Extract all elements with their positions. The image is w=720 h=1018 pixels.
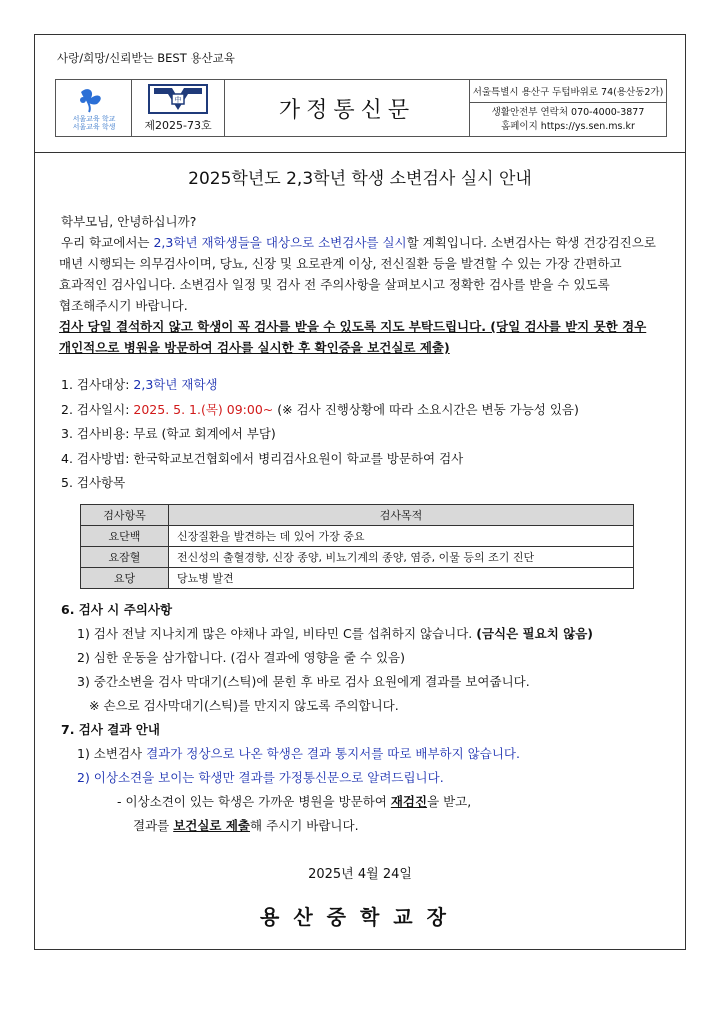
table-header-row (81, 505, 634, 526)
exam-items-label: 5. 검사항목 (61, 475, 126, 490)
intro-text: 할 계획입니다. 소변검사는 학생 건강검진으로 (406, 235, 656, 250)
result-item-3 (61, 790, 681, 814)
table-cell-item: 요단백 (81, 526, 169, 547)
date-note: (※ 검사 진행상황에 따라 소요시간은 변동 가능성 있음) (273, 401, 579, 417)
issue-number: 제2025-73호 (144, 118, 212, 132)
slogan: 사랑/희망/신뢰받는 BEST 용산교육 (57, 51, 235, 65)
principal-signature: 용산중학교장 (260, 905, 460, 929)
table-header: 검사항목 (81, 505, 169, 526)
letterhead (55, 79, 667, 137)
caution-note: ※ 손으로 검사막대기(스틱)를 만지지 않도록 주의합니다. (89, 698, 399, 713)
result-text: 해 주시기 바랍니다. (250, 818, 359, 833)
exam-cost: 3. 검사비용: 무료 (학교 회계에서 부담) (61, 426, 276, 441)
intro-text: 우리 학교에서는 (61, 235, 154, 250)
result-text: 결과를 (133, 818, 174, 833)
result-highlight: 결과가 정상으로 나온 학생은 결과 통지서를 따로 배부하지 않습니다. (146, 746, 520, 761)
exam-date (61, 398, 671, 423)
result-text: 을 받고, (427, 794, 472, 809)
table-row (81, 568, 634, 589)
target-label: 1. 검사대상: (61, 377, 134, 392)
divider (35, 152, 685, 153)
table-row (81, 547, 634, 568)
result-item-1 (61, 742, 681, 766)
table-row (81, 526, 634, 547)
document-title: 2025학년도 2,3학년 학생 소변검사 실시 안내 (188, 169, 532, 189)
caution-item-3: 3) 중간소변을 검사 막대기(스틱)에 묻힌 후 바로 검사 요원에게 결과를 보여줍니다. (77, 674, 530, 689)
table-cell-item: 요잠혈 (81, 547, 169, 568)
result-item-4 (61, 814, 681, 838)
caution-text: 1) 검사 전날 지나치게 많은 야채나 과일, 비타민 C를 섭취하지 않습니다. (77, 626, 477, 641)
greeting: 학부모님, 안녕하십니까? (61, 214, 197, 229)
homepage[interactable]: 홈페이지 https://ys.sen.ms.kr (501, 120, 635, 132)
document-page (34, 34, 686, 950)
target-value: 2,3학년 재학생 (133, 377, 218, 392)
recheck-emphasis: 재검진 (390, 794, 428, 809)
caution-emphasis: (금식은 필요치 않음) (476, 626, 593, 641)
svg-text:中: 中 (174, 95, 182, 104)
result-item-2: 2) 이상소견을 보이는 학생만 결과를 가정통신문으로 알려드립니다. (77, 770, 444, 785)
caution-item-2: 2) 심한 운동을 삼가합니다. (검사 결과에 영향을 줄 수 있음) (77, 650, 405, 665)
result-title: 7. 검사 결과 안내 (61, 722, 160, 737)
exam-details (61, 373, 671, 496)
target-highlight: 2,3학년 재학생들을 대상으로 소변검사를 실시 (153, 235, 407, 250)
date-label: 2. 검사일시: (61, 401, 134, 417)
exam-method: 4. 검사방법: 한국학교보건협회에서 병리검사요원이 학교를 방문하여 검사 (61, 450, 464, 466)
letter-type-title: 가정통신문 (225, 80, 470, 136)
absence-notice-line1: 검사 당일 결석하지 않고 학생이 꼭 검사를 받을 수 있도록 지도 부탁드립니다. (당일 검사를 받지 못한 경우 (59, 319, 647, 334)
intro-section (59, 211, 669, 358)
school-emblem-icon (148, 84, 208, 114)
intro-paragraph-line3: 효과적인 검사입니다. 소변검사 일정 및 검사 전 주의사항을 살펴보시고 정확한 검사를 받을 수 있도록 (59, 277, 610, 292)
absence-notice-line2: 개인적으로 병원을 방문하여 검사를 실시한 후 확인증을 보건실로 제출) (59, 340, 450, 355)
table-cell-purpose: 신장질환을 발견하는 데 있어 가장 중요 (169, 526, 634, 547)
logo-text-2: 서울교육 학생 (72, 123, 115, 131)
caution-item-1 (61, 622, 681, 646)
submit-emphasis: 보건실로 제출 (173, 818, 251, 833)
table-cell-item: 요당 (81, 568, 169, 589)
issue-date: 2025년 4월 24일 (308, 867, 412, 882)
school-address: 서울특별시 용산구 두텁바위로 74(용산동2가) (470, 80, 666, 103)
exam-target (61, 373, 671, 398)
contact-box (470, 103, 666, 136)
intro-paragraph-line1 (59, 232, 669, 253)
caution-title: 6. 검사 시 주의사항 (61, 602, 173, 617)
education-logo (56, 80, 132, 136)
exam-items-table (80, 504, 634, 589)
intro-paragraph-line2: 매년 시행되는 의무검사이며, 당뇨, 신장 및 요로관계 이상, 전신질환 등을 발견할 수 있는 가장 간편하고 (59, 256, 622, 271)
intro-paragraph-line4: 협조해주시기 바랍니다. (59, 298, 188, 313)
result-text: 1) 소변검사 (77, 746, 147, 761)
school-emblem (132, 80, 225, 136)
school-info (470, 80, 666, 136)
education-logo-icon (61, 84, 127, 132)
table-header: 검사목적 (169, 505, 634, 526)
contact-phone: 생활안전부 연락처 070-4000-3877 (491, 106, 645, 118)
logo-text-1: 서울교육 학교 (72, 115, 115, 123)
table-cell-purpose: 전신성의 출혈경향, 신장 종양, 비뇨기계의 종양, 염증, 이물 등의 조기 진단 (169, 547, 634, 568)
table-cell-purpose: 당뇨병 발견 (169, 568, 634, 589)
date-value: 2025. 5. 1.(목) 09:00~ (133, 401, 274, 417)
result-text: - 이상소견이 있는 학생은 가까운 병원을 방문하여 (117, 794, 391, 809)
caution-and-result-section (61, 598, 681, 838)
